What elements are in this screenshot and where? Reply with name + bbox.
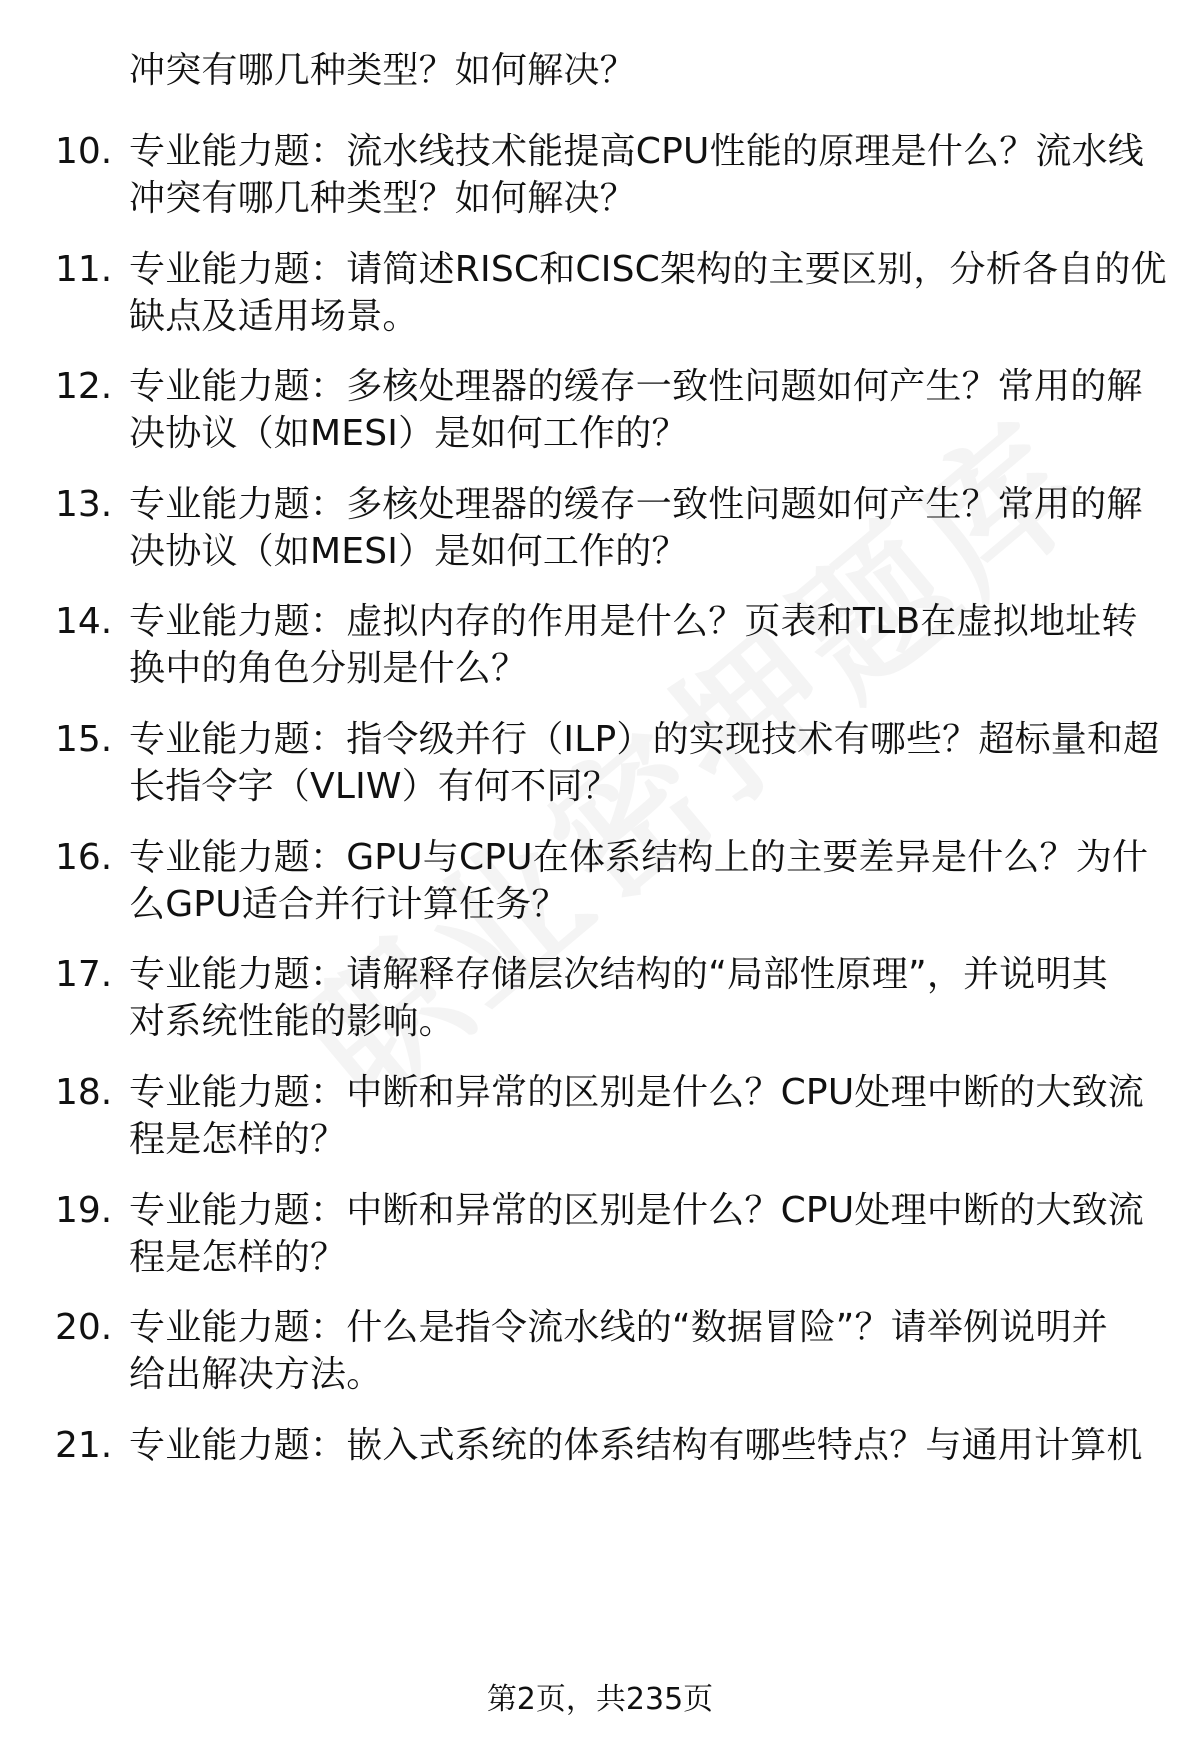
question-number: 15. [55, 719, 113, 760]
question-number: 10. [55, 131, 113, 172]
question-text-line: 专业能力题：虚拟内存的作用是什么？页表和TLB在虚拟地址转 [129, 601, 1138, 642]
question-text-line: 专业能力题：流水线技术能提高CPU性能的原理是什么？流水线 [129, 131, 1144, 172]
question-text-line: 专业能力题：请简述RISC和CISC架构的主要区别，分析各自的优 [129, 249, 1167, 290]
question-number: 18. [55, 1072, 113, 1113]
question-text-line: 专业能力题：中断和异常的区别是什么？CPU处理中断的大致流 [129, 1190, 1144, 1231]
question-number: 19. [55, 1190, 113, 1231]
question-text-line: 专业能力题：什么是指令流水线的“数据冒险”？请举例说明并 [129, 1307, 1108, 1348]
question-number: 16. [55, 837, 113, 878]
question-number: 13. [55, 484, 113, 525]
question-text-line: 专业能力题：嵌入式系统的体系结构有哪些特点？与通用计算机 [129, 1425, 1143, 1466]
question-text-line: 冲突有哪几种类型？如何解决？ [129, 178, 636, 219]
question-text-line: 对系统性能的影响。 [129, 1001, 455, 1042]
question-number: 20. [55, 1307, 113, 1348]
question-number: 11. [55, 249, 113, 290]
question-text-line: 专业能力题：GPU与CPU在体系结构上的主要差异是什么？为什 [129, 837, 1149, 878]
question-text-line: 决协议（如MESI）是如何工作的？ [129, 531, 688, 572]
question-text-line: 专业能力题：多核处理器的缓存一致性问题如何产生？常用的解 [129, 484, 1143, 525]
question-text-line: 程是怎样的？ [129, 1119, 347, 1160]
question-text-line: 给出解决方法。 [129, 1354, 383, 1395]
question-number: 17. [55, 954, 113, 995]
question-number: 21. [55, 1425, 113, 1466]
question-text-line: 长指令字（VLIW）有何不同？ [129, 766, 619, 807]
question-number: 14. [55, 601, 113, 642]
question-text-line: 程是怎样的？ [129, 1237, 347, 1278]
question-text-line: 专业能力题：指令级并行（ILP）的实现技术有哪些？超标量和超 [129, 719, 1160, 760]
question-text-line: 专业能力题：中断和异常的区别是什么？CPU处理中断的大致流 [129, 1072, 1144, 1113]
question-text-line: 专业能力题：请解释存储层次结构的“局部性原理”，并说明其 [129, 954, 1108, 995]
question-text-line: 专业能力题：多核处理器的缓存一致性问题如何产生？常用的解 [129, 366, 1143, 407]
continuation-line: 冲突有哪几种类型？如何解决？ [129, 50, 636, 91]
question-text-line: 换中的角色分别是什么？ [129, 648, 528, 689]
question-number: 12. [55, 366, 113, 407]
question-text-line: 么GPU适合并行计算任务？ [129, 884, 568, 925]
question-text-line: 缺点及适用场景。 [129, 296, 419, 337]
page-footer: 第2页，共235页 [486, 1682, 714, 1717]
question-text-line: 决协议（如MESI）是如何工作的？ [129, 413, 688, 454]
